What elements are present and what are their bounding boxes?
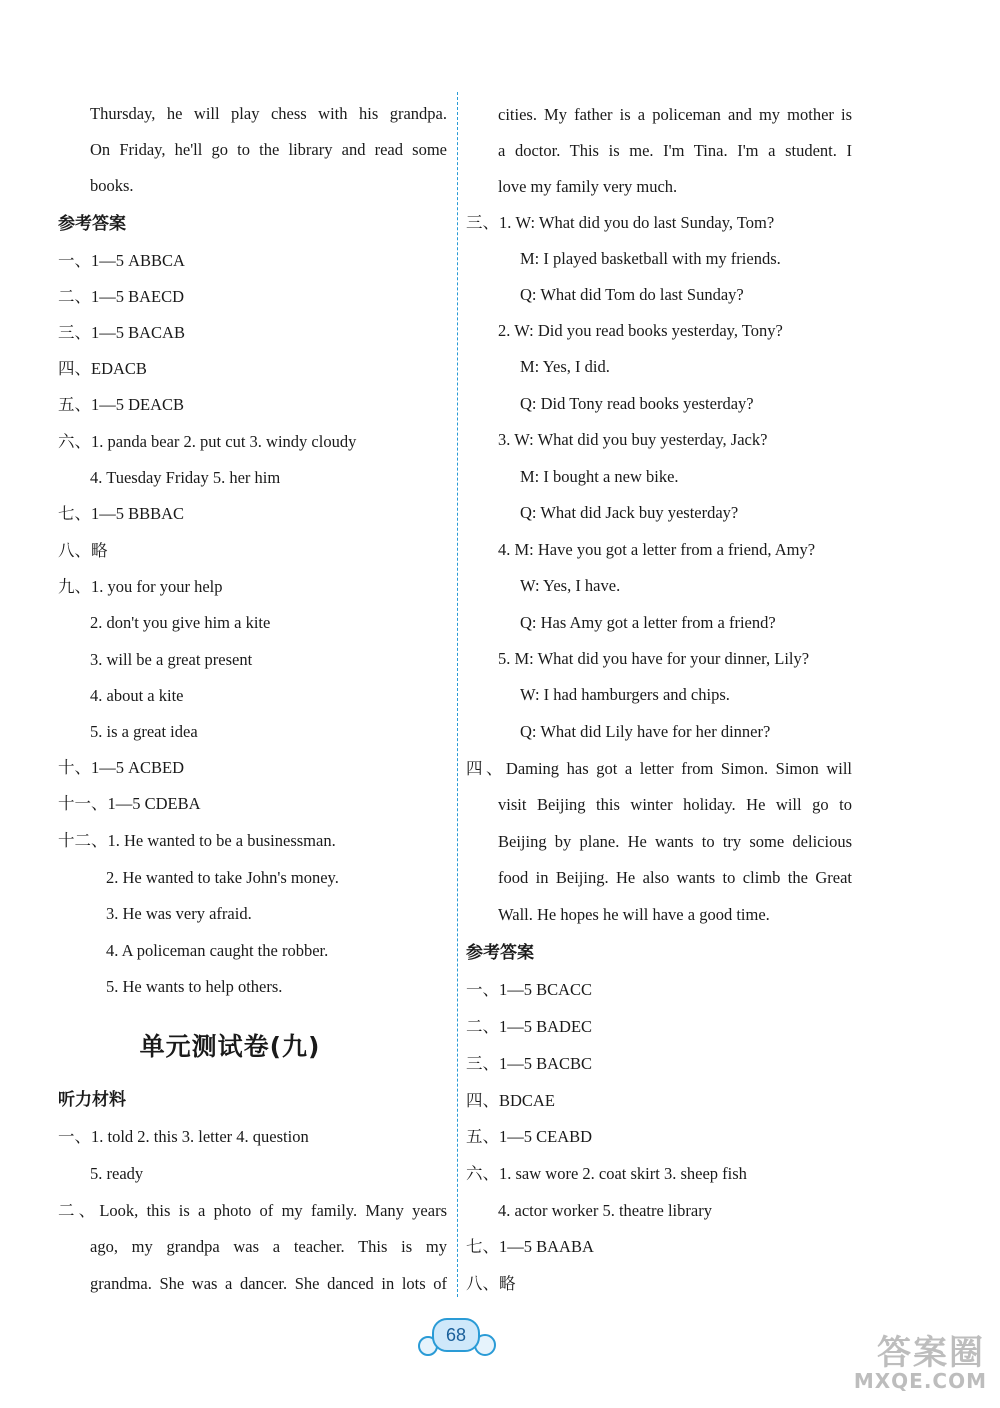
answer-line: 八、略 (466, 1274, 516, 1293)
dialog-line: M: Yes, I did. (520, 357, 610, 376)
page-number: 68 (432, 1318, 480, 1352)
answer-line: 一、1—5 ABBCA (58, 251, 185, 270)
answer-line: 4. actor worker 5. theatre library (498, 1201, 712, 1220)
listening-line: ago, my grandpa was a teacher. This is my (90, 1237, 447, 1256)
answer-line: 5. is a great idea (90, 722, 198, 741)
dialog-line: 5. M: What did you have for your dinner, Lily? (498, 649, 810, 668)
answer-line: 九、1. you for your help (58, 577, 223, 596)
answer-line: 四、EDACB (58, 359, 147, 378)
answer-line: 3. He was very afraid. (106, 904, 252, 923)
section-heading: 听力材料 (58, 1090, 126, 1110)
dialog-line: Q: Did Tony read books yesterday? (520, 394, 754, 413)
listening-line: 5. ready (90, 1164, 144, 1183)
dialog-line: Q: What did Tom do last Sunday? (520, 285, 744, 304)
answer-line: 3. will be a great present (90, 650, 253, 669)
answer-line: 一、1—5 BCACC (466, 980, 593, 999)
answer-line: 4. about a kite (90, 686, 184, 705)
text-line: a doctor. This is me. I'm Tina. I'm a student. I (498, 141, 852, 160)
answer-line: 七、1—5 BAABA (466, 1237, 594, 1256)
listening-line: 二、Look, this is a photo of my family. Many years (58, 1201, 447, 1220)
answer-line: 六、1. panda bear 2. put cut 3. windy cloudy (58, 432, 357, 451)
listening-line: grandma. She was a dancer. She danced in lots of (90, 1274, 447, 1293)
answer-line: 2. don't you give him a kite (90, 613, 271, 632)
answer-line: 4. A policeman caught the robber. (106, 941, 329, 960)
answer-line: 十、1—5 ACBED (58, 758, 185, 777)
dialog-line: W: Yes, I have. (520, 576, 621, 595)
answer-line: 八、略 (58, 541, 108, 560)
text-line: On Friday, he'll go to the library and read some (90, 140, 447, 159)
dialog-line: 4. M: Have you got a letter from a friend, Amy? (498, 540, 816, 559)
text-line: Thursday, he will play chess with his grandpa. (90, 104, 447, 123)
dialog-line: 3. W: What did you buy yesterday, Jack? (498, 430, 768, 449)
unit-title: 单元测试卷(九) (139, 1032, 321, 1061)
passage-line: Wall. He hopes he will have a good time. (498, 905, 770, 924)
dialog-line: 三、1. W: What did you do last Sunday, Tom? (466, 213, 775, 232)
answer-line: 六、1. saw wore 2. coat skirt 3. sheep fish (466, 1164, 747, 1183)
text-line: love my family very much. (498, 177, 678, 196)
passage-line: visit Beijing this winter holiday. He will go to (498, 795, 852, 814)
column-divider (457, 92, 458, 1297)
dialog-line: Q: What did Lily have for her dinner? (520, 722, 771, 741)
dialog-line: Q: What did Jack buy yesterday? (520, 503, 739, 522)
passage-line: food in Beijing. He also wants to climb the Great (498, 868, 852, 887)
watermark-url: MXQE.COM (853, 1369, 987, 1393)
answer-line: 三、1—5 BACBC (466, 1054, 593, 1073)
passage-line: Beijing by plane. He wants to try some delicious (498, 832, 852, 851)
watermark (795, 1325, 995, 1400)
dialog-line: 2. W: Did you read books yesterday, Tony? (498, 321, 783, 340)
answer-line: 十二、1. He wanted to be a businessman. (58, 831, 336, 850)
dialog-line: M: I played basketball with my friends. (520, 249, 781, 268)
answer-line: 2. He wanted to take John's money. (106, 868, 339, 887)
answer-line: 七、1—5 BBBAC (58, 504, 185, 523)
answer-line: 二、1—5 BADEC (466, 1017, 593, 1036)
text-line: cities. My father is a policeman and my mother is (498, 105, 852, 124)
watermark-logo: 答案圈 (877, 1333, 985, 1373)
text-line: books. (90, 176, 134, 195)
answer-line: 三、1—5 BACAB (58, 323, 185, 342)
answer-line: 四、BDCAE (466, 1091, 555, 1110)
passage-line: 四、Daming has got a letter from Simon. Simon will (466, 759, 852, 778)
answer-line: 5. He wants to help others. (106, 977, 283, 996)
answer-line: 4. Tuesday Friday 5. her him (90, 468, 281, 487)
answer-line: 二、1—5 BAECD (58, 287, 185, 306)
listening-line: 一、1. told 2. this 3. letter 4. question (58, 1127, 309, 1146)
section-heading: 参考答案 (466, 943, 534, 963)
section-heading: 参考答案 (58, 214, 126, 234)
dialog-line: M: I bought a new bike. (520, 467, 679, 486)
dialog-line: W: I had hamburgers and chips. (520, 685, 730, 704)
answer-line: 五、1—5 DEACB (58, 395, 185, 414)
answer-line: 五、1—5 CEABD (466, 1127, 593, 1146)
answer-line: 十一、1—5 CDEBA (58, 794, 201, 813)
dialog-line: Q: Has Amy got a letter from a friend? (520, 613, 776, 632)
